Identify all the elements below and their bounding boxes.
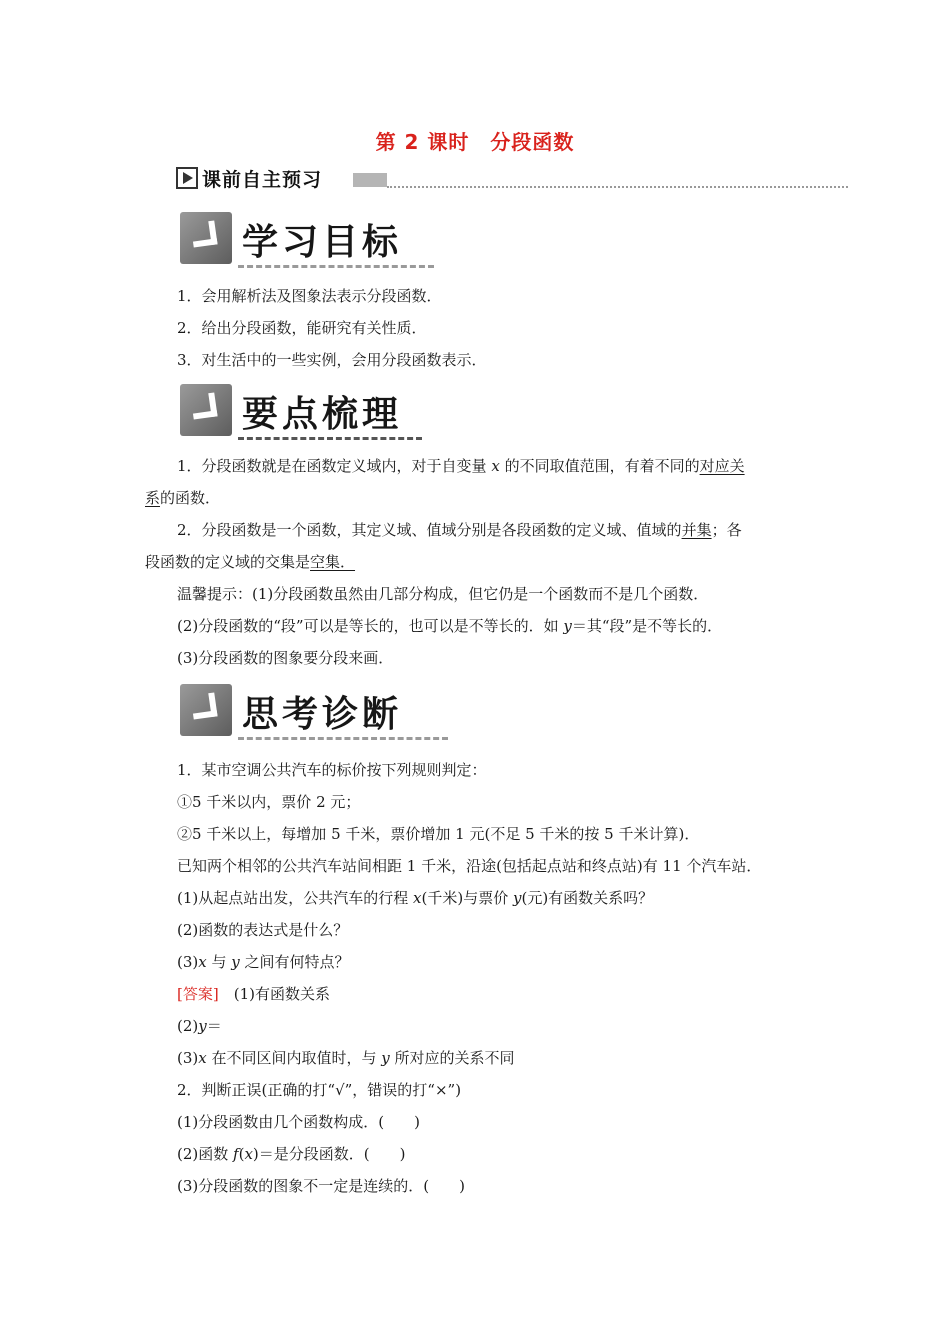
sub-question-1	[177, 888, 653, 908]
answer-1: (1)有函数关系	[218, 985, 330, 1003]
goals-section-banner	[180, 212, 436, 268]
tip-line-1: 温馨提示：(1)分段函数虽然由几部分构成，但它仍是一个函数而不是几个函数．	[177, 585, 709, 603]
answer-3-num: (3)	[177, 1049, 199, 1067]
tip-2-text-end: ＝其“段”是不等长的．	[571, 617, 723, 635]
point-1-text: 1．分段函数就是在函数定义域内，对于自变量	[177, 457, 492, 475]
question-2: 2．判断正误(正确的打“√”，错误的打“×”)	[177, 1081, 462, 1099]
goal-item-1: 1．会用解析法及图象法表示分段函数．	[177, 287, 442, 305]
diagnosis-heading: 思考诊断	[242, 694, 403, 735]
answer-3-text: 在不同区间内取值时，与	[206, 1049, 382, 1067]
preview-section-marker	[353, 173, 387, 187]
lesson-title: 第 2 课时 分段函数	[375, 130, 575, 154]
point-2-text-cont: ；各	[711, 521, 742, 539]
point-2-line-1	[177, 520, 742, 540]
variable-y: y	[198, 1017, 207, 1035]
answer-line-1	[177, 984, 330, 1004]
point-2-text-end: 段函数的定义域的交集是	[145, 553, 311, 571]
tip-2-text: (2)分段函数的“段”可以是等长的，也可以是不等长的．如	[177, 617, 564, 635]
preview-section-bar	[176, 163, 848, 193]
variable-y: y	[231, 953, 240, 971]
rule-1: ①5 千米以内，票价 2 元；	[177, 793, 361, 811]
point-2-line-2	[145, 552, 355, 572]
points-heading: 要点梳理	[242, 394, 403, 435]
diagnosis-heading-underline	[238, 737, 448, 740]
sub-question-3-text: 与	[206, 953, 232, 971]
variable-x: x	[413, 889, 422, 907]
sub-question-3	[177, 952, 350, 972]
paren-open: (	[238, 1145, 245, 1163]
point-2-text: 2．分段函数是一个函数，其定义域、值域分别是各段函数的定义域、值域的	[177, 521, 682, 539]
sub-question-1-text: (1)从起点站出发，公共汽车的行程	[177, 889, 414, 907]
point-1-text-cont: 的不同取值范围，有着不同的	[499, 457, 700, 475]
points-heading-underline	[238, 437, 422, 440]
variable-y: y	[381, 1049, 390, 1067]
answer-3-text-end: 所对应的关系不同	[389, 1049, 515, 1067]
goal-item-2: 2．给出分段函数，能研究有关性质．	[177, 319, 427, 337]
judgement-2-text-end: )＝是分段函数．( )	[252, 1145, 406, 1163]
point-2-underlined-answer-2: 空集．	[310, 553, 356, 571]
judgement-2	[177, 1144, 405, 1164]
judgement-1: (1)分段函数由几个函数构成．( )	[177, 1113, 420, 1131]
goals-heading: 学习目标	[242, 222, 403, 263]
function-f: f	[233, 1145, 239, 1163]
point-1-line-2	[145, 488, 220, 508]
sub-question-3-text-end: 之间有何特点？	[239, 953, 350, 971]
diagnosis-section-banner	[180, 684, 452, 740]
point-1-line-1	[177, 456, 745, 476]
condition: 已知两个相邻的公共汽车站间相距 1 千米，沿途(包括起点站和终点站)有 11 个汽车站．	[177, 857, 762, 875]
tip-line-2	[177, 616, 722, 636]
sub-question-1-text-end: (元)有函数关系吗？	[521, 889, 654, 907]
preview-section-label: 课前自主预习	[202, 169, 323, 191]
check-arrow-icon	[180, 384, 232, 436]
variable-y: y	[512, 889, 522, 907]
point-2-underlined-answer: 并集	[681, 521, 712, 539]
goal-item-3: 3．对生活中的一些实例，会用分段函数表示．	[177, 351, 487, 369]
variable-x: x	[198, 953, 207, 971]
answer-line-2	[177, 1016, 222, 1036]
answer-line-3	[177, 1048, 515, 1068]
sub-question-1-text-cont: (千米)与票价	[421, 889, 513, 907]
rule-2: ②5 千米以上，每增加 5 千米，票价增加 1 元(不足 5 千米的按 5 千米计算)．	[177, 825, 700, 843]
point-1-underlined-answer-end: 系	[145, 489, 161, 507]
judgement-2-text: (2)函数	[177, 1145, 234, 1163]
point-1-text-end: 的函数．	[160, 489, 221, 507]
question-1: 1．某市空调公共汽车的标价按下列规则判定：	[177, 761, 487, 779]
point-1-underlined-answer: 对应关	[699, 457, 745, 475]
play-arrow-icon	[176, 167, 198, 189]
points-section-banner	[180, 384, 426, 440]
answer-tag: [答案]	[177, 985, 219, 1003]
judgement-3: (3)分段函数的图象不一定是连续的．( )	[177, 1177, 465, 1195]
variable-x: x	[198, 1049, 207, 1067]
preview-section-divider	[387, 186, 848, 188]
goals-heading-underline	[238, 265, 434, 268]
variable-x: x	[491, 457, 500, 475]
sub-question-2: (2)函数的表达式是什么？	[177, 921, 349, 939]
answer-2-equals: ＝	[206, 1017, 222, 1035]
answer-2-num: (2)	[177, 1017, 199, 1035]
variable-x: x	[244, 1145, 253, 1163]
check-arrow-icon	[180, 684, 232, 736]
variable-y: y	[563, 617, 572, 635]
check-arrow-icon	[180, 212, 232, 264]
sub-question-3-num: (3)	[177, 953, 199, 971]
tip-line-3: (3)分段函数的图象要分段来画．	[177, 649, 394, 667]
